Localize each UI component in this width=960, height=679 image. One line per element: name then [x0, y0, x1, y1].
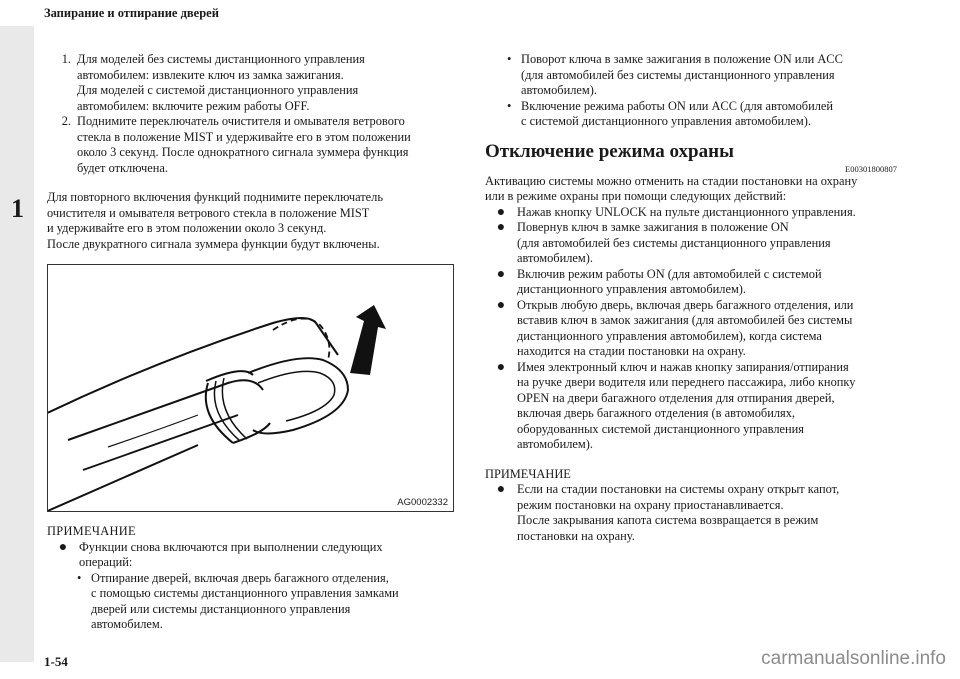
step-line: стекла в положение MIST и удерживайте его в этом положении: [77, 129, 411, 144]
para-line: очистителя и омывателя ветрового стекла в положение MIST: [47, 205, 370, 220]
bullet-line: Имея электронный ключ и нажав кнопку запирания/отпирания: [517, 359, 849, 374]
bullet-item-3: [485, 267, 897, 298]
bullet-line: Включив режим работы ON (для автомобилей с системой: [517, 266, 822, 281]
bullet-line: Открыв любую дверь, включая дверь багажного отделения, или: [517, 297, 854, 312]
bullet-line: автомобилем).: [517, 437, 593, 451]
step-number: 2.: [61, 114, 71, 128]
note-line: режим постановки на охрану приостанавливается.: [517, 497, 784, 512]
bullet-line: (для автомобилей без системы дистанционного управления: [517, 235, 831, 250]
bullet-item-1: [485, 205, 897, 221]
figure-caption: AG0002332: [397, 497, 448, 508]
dot-icon: •: [77, 570, 82, 585]
bullet-line: дистанционного управления автомобилем).: [517, 282, 747, 296]
right-note-bullet: [485, 482, 897, 544]
sub-line: Включение режима работы ON или ACC (для автомобилей: [521, 98, 834, 113]
bullet-line: дистанционного управления автомобилем), когда система: [517, 328, 822, 343]
step-2: [47, 114, 457, 176]
bullet-icon: ●: [496, 297, 506, 313]
left-column: [47, 52, 457, 252]
intro-line: Активацию системы можно отменить на стадии постановки на охрану: [485, 173, 858, 188]
bullet-line: автомобилем).: [517, 251, 593, 265]
bullet-line: включая дверь багажного отделения (в автомобилях,: [517, 406, 796, 420]
section-title: Отключение режима охраны: [485, 140, 734, 162]
right-sub-item-2: [485, 99, 897, 130]
dot-icon: •: [507, 98, 512, 113]
page-header-title: Запирание и отпирание дверей: [44, 6, 219, 20]
bullet-item-5: [485, 360, 897, 453]
step-line: автомобилем: извлеките ключ из замка зажигания.: [77, 67, 344, 82]
para-line: и удерживайте его в этом положении около 3 секунд.: [47, 221, 327, 235]
step-line: автомобилем: включите режим работы OFF.: [77, 98, 310, 113]
section-intro: [485, 174, 897, 205]
bullet-icon: ●: [496, 359, 506, 375]
note-line: автомобилем.: [91, 617, 163, 631]
bullet-line: Повернув ключ в замке зажигания в положение ON: [517, 220, 789, 234]
bullet-item-4: [485, 298, 897, 360]
note-line: Отпирание дверей, включая дверь багажного отделения,: [91, 570, 389, 585]
right-sub-item-1: [485, 52, 897, 99]
step-1: [47, 52, 457, 114]
sub-line: Поворот ключа в замке зажигания в положение ON или ACC: [521, 52, 843, 66]
bullet-item-2: [485, 220, 897, 267]
right-column: [485, 52, 897, 544]
sub-line: с системой дистанционного управления автомобилем).: [521, 114, 811, 128]
note-sub-item: [47, 571, 457, 633]
intro-line: или в режиме охраны при помощи следующих действий:: [485, 189, 787, 203]
bullet-line: OPEN на двери багажного отделения для отпирания дверей,: [517, 390, 835, 405]
bullet-icon: ●: [496, 204, 506, 220]
bullet-line: на ручке двери водителя или переднего пассажира, либо кнопку: [517, 375, 856, 389]
reactivation-paragraph: [47, 190, 457, 252]
up-arrow-icon: [350, 305, 386, 375]
step-line: Для моделей без системы дистанционного управления: [77, 52, 365, 66]
chapter-tab: [0, 26, 34, 662]
sub-line: (для автомобилей без системы дистанционного управления: [521, 67, 835, 82]
note-line: с помощью системы дистанционного управления замками: [91, 586, 399, 600]
chapter-number: 1: [11, 194, 24, 223]
bullet-icon: ●: [58, 539, 68, 555]
note-line: После закрывания капота система возвращается в режим: [517, 513, 819, 527]
bullet-icon: ●: [496, 220, 506, 235]
bullet-icon: ●: [496, 482, 506, 497]
bullet-line: вставив ключ в замок зажигания (для автомобилей без системы: [517, 313, 853, 327]
para-line: Для повторного включения функций поднимите переключатель: [47, 190, 384, 204]
step-line: Поднимите переключатель очистителя и омывателя ветрового: [77, 114, 405, 128]
note-line: постановки на охрану.: [517, 528, 635, 543]
watermark-text: carmanualsonline.info: [761, 648, 946, 669]
step-line: около 3 секунд. После однократного сигнала зуммера функция: [77, 145, 409, 159]
note-line: операций:: [79, 555, 133, 569]
para-line: После двукратного сигнала зуммера функции будут включены.: [47, 236, 380, 251]
note-bullet: [47, 540, 457, 571]
bullet-line: Нажав кнопку UNLOCK на пульте дистанционного управления.: [517, 204, 856, 219]
step-line: будет отключена.: [77, 160, 168, 175]
sub-line: автомобилем).: [521, 83, 597, 97]
dot-icon: •: [507, 52, 512, 66]
step-line: Для моделей с системой дистанционного управления: [77, 83, 359, 97]
note-line: Если на стадии постановки на системы охрану открыт капот,: [517, 482, 840, 496]
step-number: 1.: [61, 52, 71, 66]
bullet-line: оборудованных системой дистанционного управления: [517, 421, 804, 436]
note-line: дверей или системы дистанционного управления: [91, 601, 351, 616]
note-heading: ПРИМЕЧАНИЕ: [47, 524, 136, 538]
wiper-lever-figure: [47, 264, 454, 512]
note-line: Функции снова включаются при выполнении следующих: [79, 539, 383, 554]
left-note: [47, 524, 457, 633]
page-number: 1-54: [44, 654, 68, 669]
note-heading: ПРИМЕЧАНИЕ: [485, 466, 571, 481]
bullet-line: находится на стадии постановки на охрану.: [517, 344, 746, 358]
bullet-icon: ●: [496, 266, 506, 282]
wiper-lever-icon: [48, 265, 454, 512]
section-code: E00301800807: [845, 163, 897, 174]
